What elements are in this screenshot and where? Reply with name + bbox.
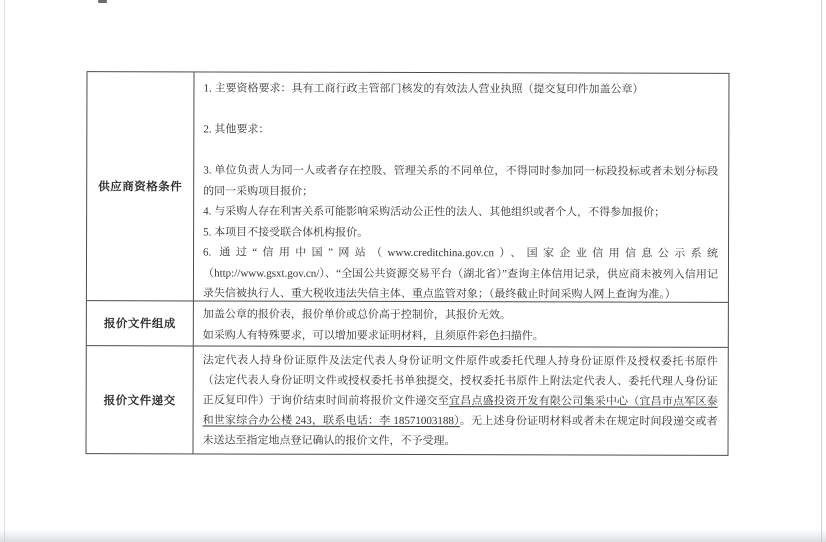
scan-bottom-shadow <box>0 529 826 542</box>
paragraph: 1. 主要资格要求：具有工商行政主管部门核发的有效法人营业执照（提交复印件加盖公章） <box>203 82 644 96</box>
page-right-edge <box>821 0 822 542</box>
paragraph: 6. 通过“信用中国”网站（www.creditchina.gov.cn）、国家企业信用信息公示系统（http://www.gsxt.gov.cn/）、“全国公共资源交易平台（湖北省）”查询主体信用记录，供应商未被列入信用记录失信被执行人、重大税收违法失信主体、重点监管对象；（最终截止时间采购人网上查询为准。） <box>202 246 719 301</box>
row-label: 报价文件递交 <box>87 346 194 453</box>
page-left-edge <box>4 0 5 542</box>
text-segment: 法定代表人持身份证原件及法定代表人身份证明文件原件或委托代理人持身份证原件及授权委托书原件（法定代表人身份证明文件或授权委托书单独提交，授权委托书原件上附法定代表人、委托代理人身份证正反复印件）于询价结束时间前将报价文件递交至 <box>202 354 718 408</box>
paragraph <box>203 350 718 451</box>
row-label: 供应商资格条件 <box>87 72 195 301</box>
text-segment: 。无上述身份证明材料或者未在规定时间段递交或者未送达至指定地点登记确认的报价文件，不予受理。 <box>202 415 718 448</box>
row-content <box>194 301 728 347</box>
row-content <box>194 346 728 454</box>
paragraph: 2. 其他要求： <box>203 123 270 136</box>
paragraph: 3. 单位负责人为同一人或者存在控股、管理关系的不同单位，不得同时参加同一标段投标或者未划分标段的同一采购项目报价； <box>203 164 719 198</box>
row-label: 报价文件组成 <box>87 301 194 346</box>
underlined-text: 宜昌点盛投资开发有限公司集采中心（宜昌市点军区泰和世家综合办公楼 243，联系电话：李 18571003188） <box>202 395 718 428</box>
qualification-table <box>85 71 729 456</box>
paragraph: 5. 本项目不接受联合体机构报价。 <box>203 225 369 239</box>
row-content <box>194 72 729 302</box>
paragraph: 加盖公章的报价表，报价单价或总价高于控制价，其报价无效。 <box>202 308 511 322</box>
paragraph: 如采购人有特殊要求，可以增加要求证明材料，且须原件彩色扫描件。 <box>202 328 544 342</box>
scan-artifact <box>98 0 107 3</box>
paragraph: 4. 与采购人存在利害关系可能影响采购活动公正性的法人、其他组织或者个人，不得参加报价； <box>203 205 666 219</box>
